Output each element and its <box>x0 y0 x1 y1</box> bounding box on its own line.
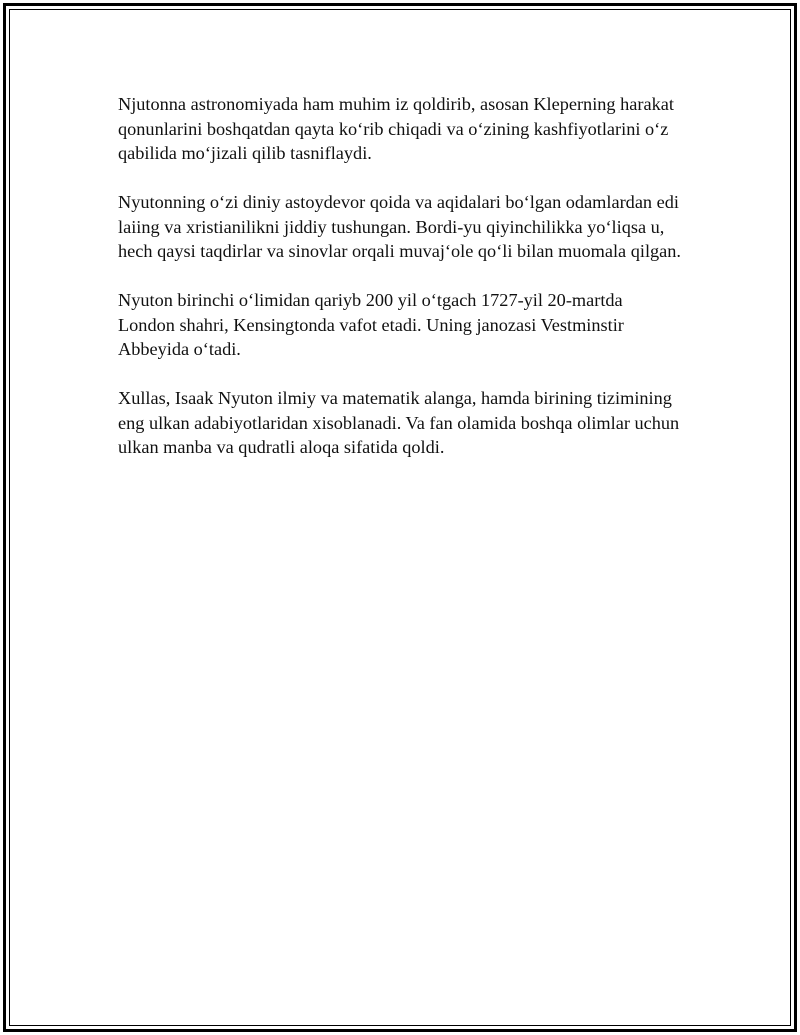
paragraph-line: laiing va xristianilikni jiddiy tushungan. Bordi-yu qiyinchilikka yoʻliqsa u, <box>118 216 665 237</box>
paragraph-astronomy <box>118 92 698 166</box>
paragraph-line: Njutonna astronomiyada ham muhim iz qoldirib, asosan Kleperning harakat <box>118 94 674 114</box>
paragraph-religion <box>118 190 698 264</box>
paragraph-line: Nyutonning oʻzi diniy astoydevor qoida va aqidalari boʻlgan odamlardan edi <box>118 192 679 212</box>
paragraph-line: Xullas, Isaak Nyuton ilmiy va matematik alanga, hamda birining tizimining <box>118 388 672 408</box>
paragraph-line: eng ulkan adabiyotlaridan xisoblanadi. Va fan olamida boshqa olimlar uchun <box>118 412 680 433</box>
paragraph-line: Nyuton birinchi oʻlimidan qariyb 200 yil oʻtgach 1727-yil 20-martda <box>118 290 623 310</box>
paragraph-line: ulkan manba va qudratli aloqa sifatida qoldi. <box>118 437 445 457</box>
paragraph-line: Abbeyida oʻtadi. <box>118 339 241 359</box>
document-body <box>118 92 698 484</box>
paragraph-conclusion <box>118 386 698 460</box>
paragraph-line: London shahri, Kensingtonda vafot etadi. Uning janozasi Vestminstir <box>118 314 624 335</box>
paragraph-line: qonunlarini boshqatdan qayta koʻrib chiqadi va oʻzining kashfiyotlarini oʻz <box>118 118 669 139</box>
paragraph-line: hech qaysi taqdirlar va sinovlar orqali muvajʻole qoʻli bilan muomala qilgan. <box>118 241 682 261</box>
paragraph-line: qabilida moʻjizali qilib tasniflaydi. <box>118 143 372 163</box>
paragraph-death <box>118 288 698 362</box>
